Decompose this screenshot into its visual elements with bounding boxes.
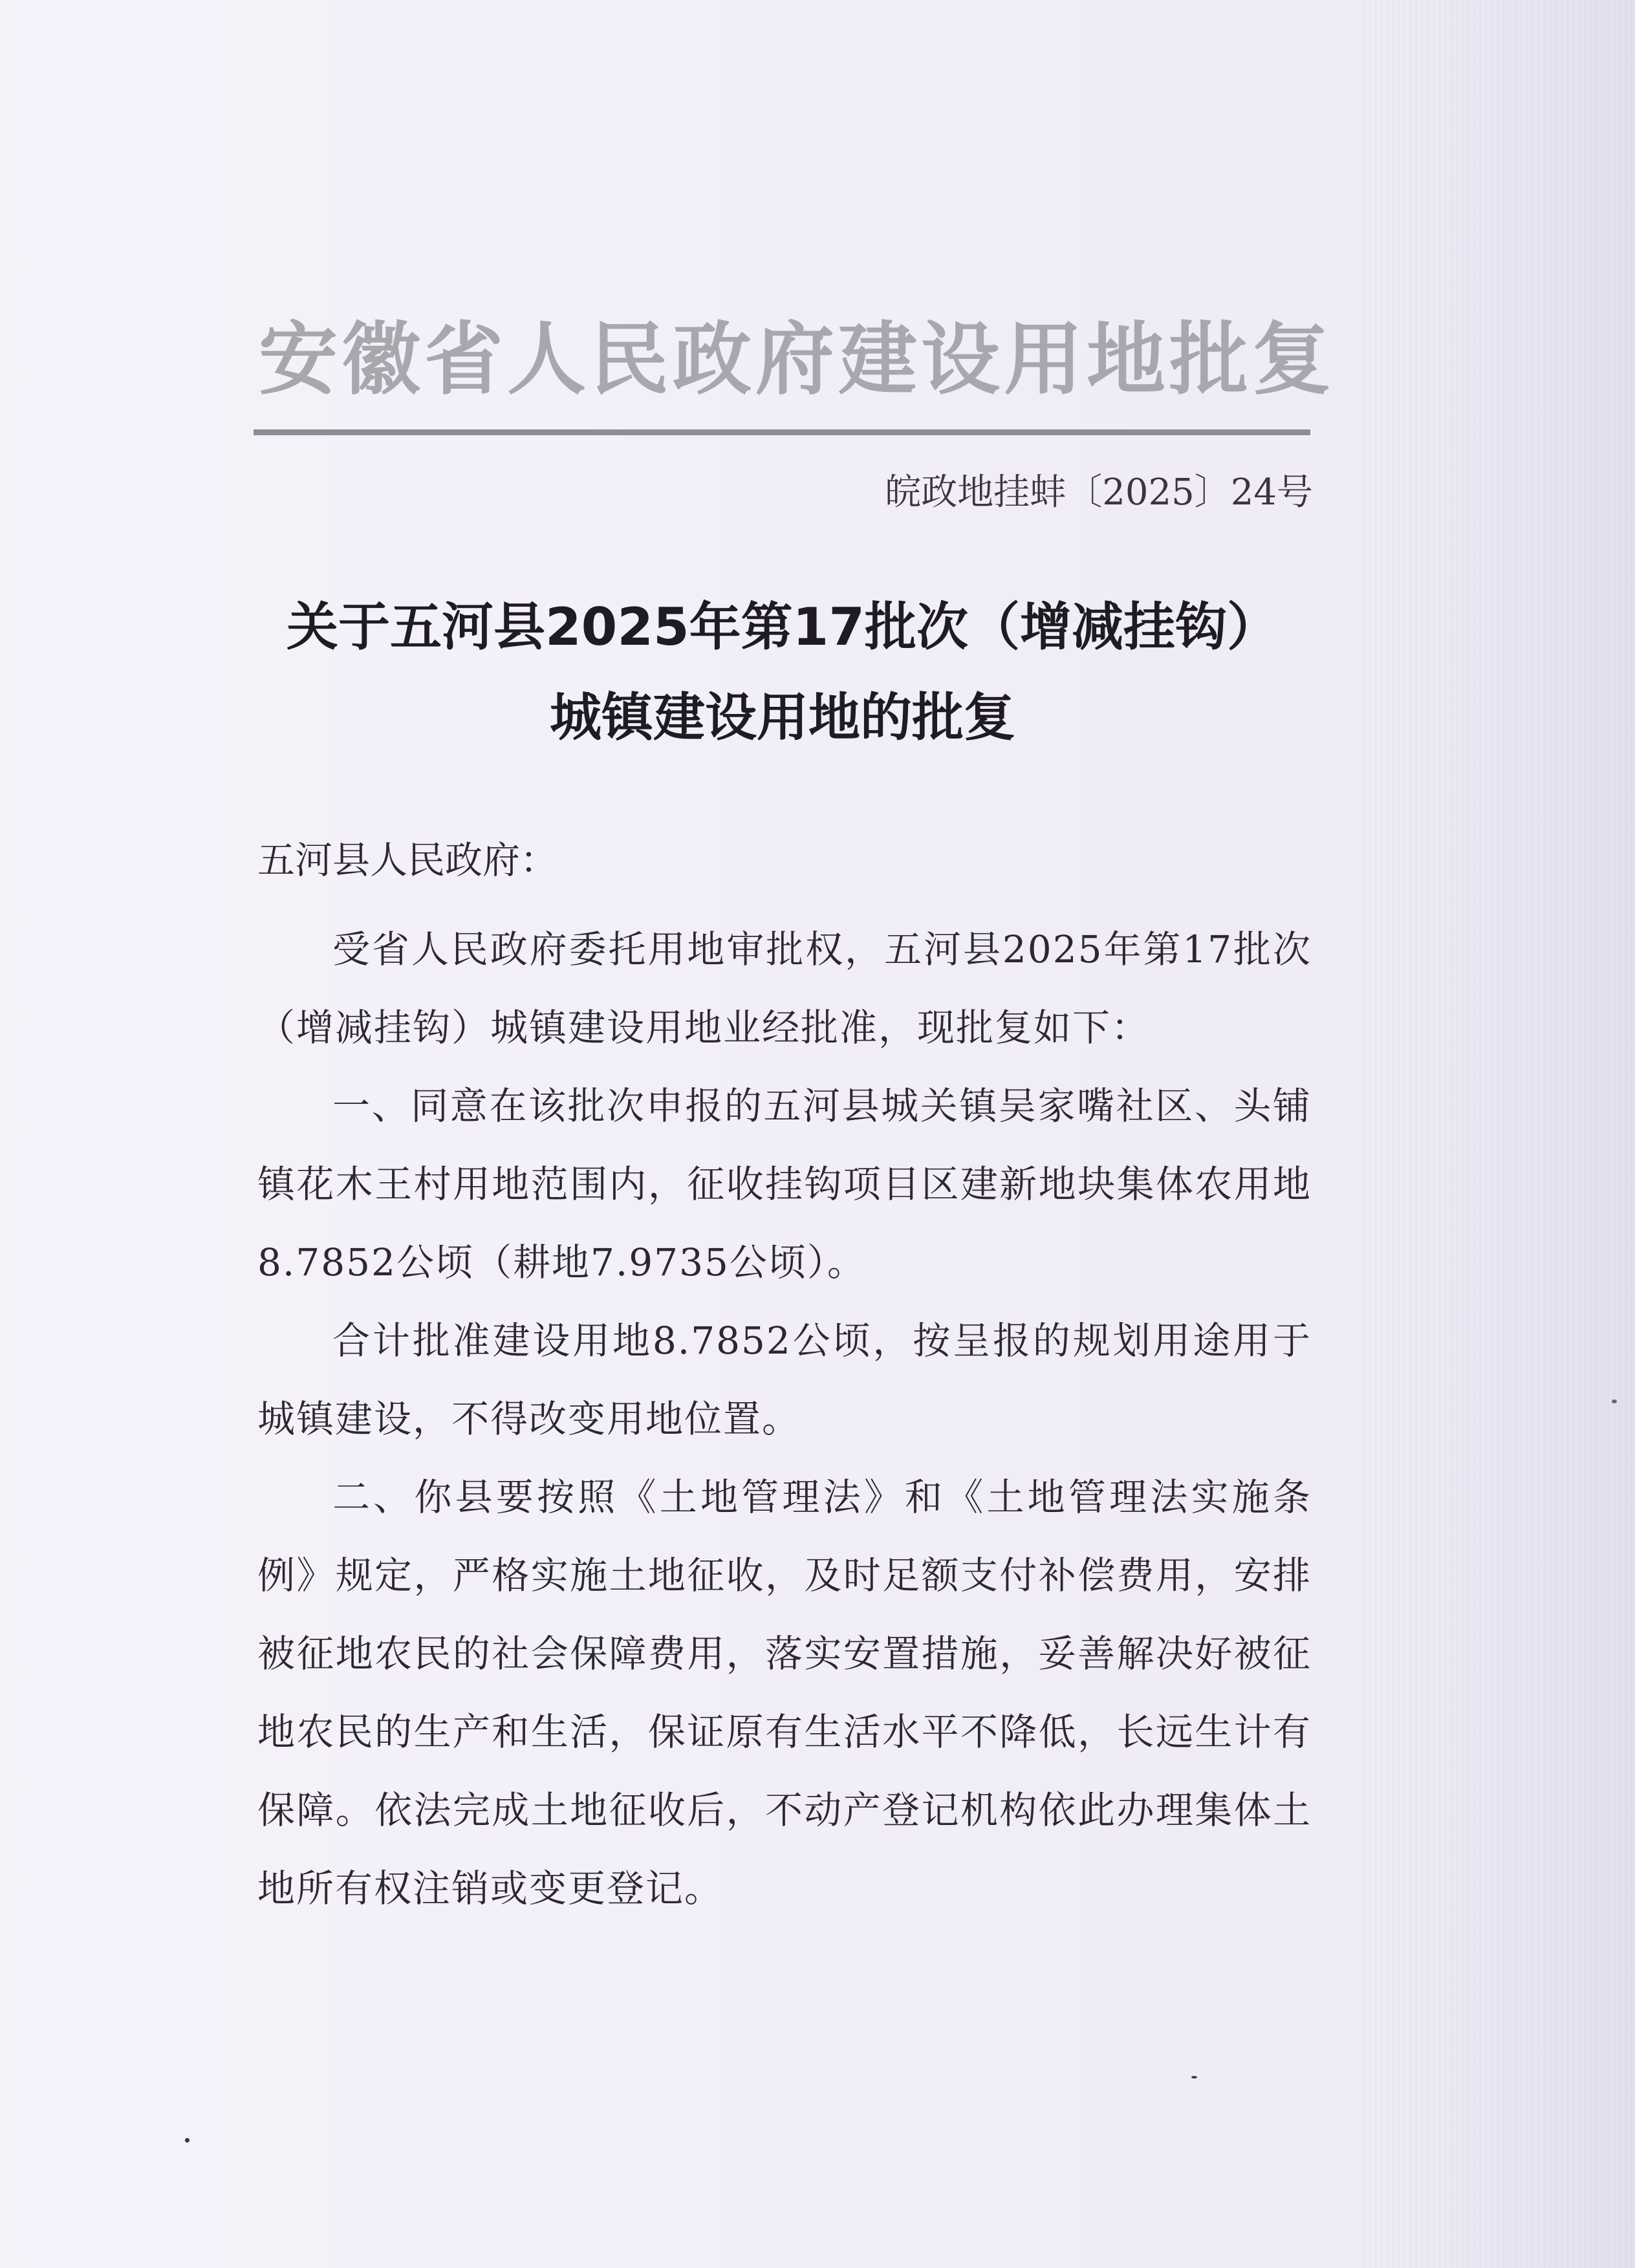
document-title-line-2: 城镇建设用地的批复 — [550, 687, 1015, 748]
header-divider — [254, 429, 1310, 435]
document-body — [257, 911, 1312, 1928]
body-paragraph-total: 合计批准建设用地8.7852公顷，按呈报的规划用途用于城镇建设，不得改变用地位置。 — [257, 1319, 1312, 1441]
scan-speck — [1612, 1399, 1617, 1403]
salutation: 五河县人民政府： — [257, 838, 558, 882]
scan-speck — [1191, 2076, 1197, 2079]
body-paragraph-item-1: 一、同意在该批次申报的五河县城关镇吴家嘴社区、头铺镇花木王村用地范围内，征收挂钩项目区建新地块集体农用地8.7852公顷（耕地7.9735公顷）。 — [257, 1084, 1312, 1284]
body-paragraph-intro: 受省人民政府委托用地审批权，五河县2025年第17批次（增减挂钩）城镇建设用地业经批准，现批复如下： — [257, 927, 1312, 1050]
document-title — [246, 582, 1319, 763]
scan-edge-shading — [1363, 0, 1635, 2268]
scan-speck — [185, 2138, 189, 2143]
document-title-line-1: 关于五河县2025年第17批次（增减挂钩） — [287, 597, 1279, 657]
document-number: 皖政地挂蚌〔2025〕24号 — [885, 471, 1313, 513]
body-paragraph-item-2: 二、你县要按照《土地管理法》和《土地管理法实施条例》规定，严格实施土地征收，及时足额支付补偿费用，安排被征地农民的社会保障费用，落实安置措施，妥善解决好被征地农民的生产和生活，保证原有生活水平不降低，长远生计有保障。依法完成土地征收后，不动产登记机构依此办理集体土地所有权注销或变更登记。 — [257, 1475, 1312, 1910]
agency-header-title: 安徽省人民政府建设用地批复 — [259, 312, 1335, 405]
